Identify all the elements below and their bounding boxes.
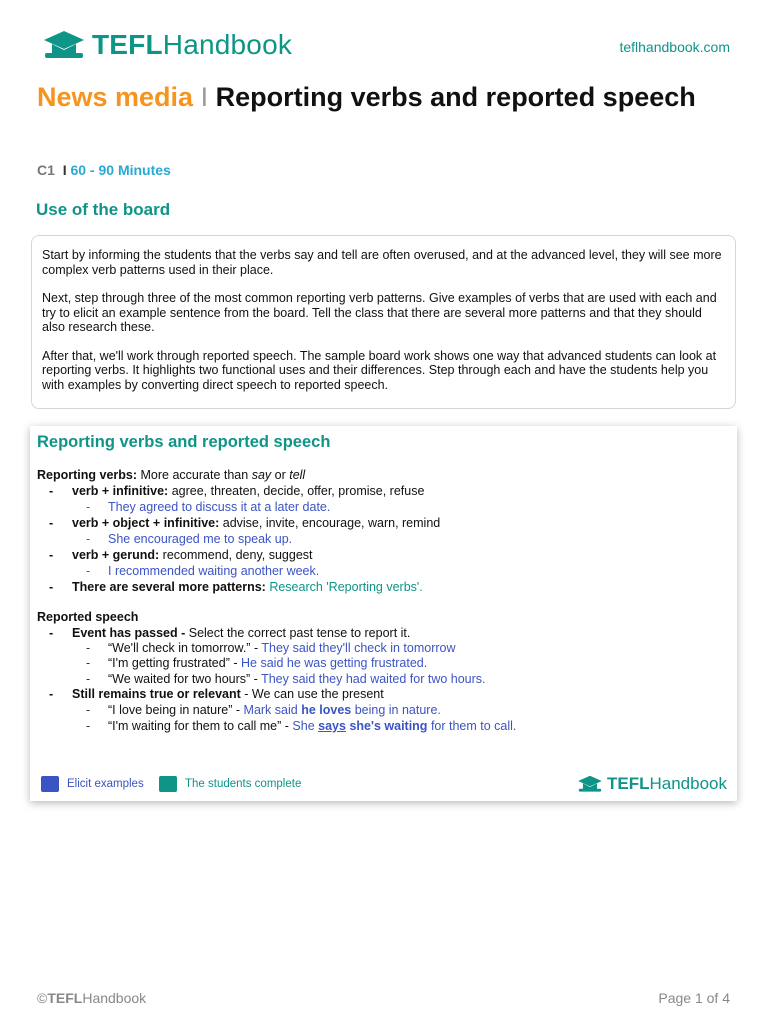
category-label: News media [37, 82, 194, 112]
duration-label: 60 - 90 Minutes [70, 162, 171, 178]
list-item: - “We'll check in tomorrow.” - They said they'll check in tomorrow [86, 641, 456, 655]
page-number: Page 1 of 4 [658, 990, 730, 1006]
sample-board [30, 426, 737, 801]
list-item: - “We waited for two hours” - They said they had waited for two hours. [86, 672, 486, 686]
legend-elicit: Elicit examples [41, 776, 144, 792]
list-item: - They agreed to discuss it at a later date. [86, 500, 331, 514]
board-title: Reporting verbs and reported speech [37, 433, 331, 451]
list-item: - I recommended waiting another week. [86, 564, 320, 578]
reporting-verbs-heading: Reporting verbs: More accurate than say or tell [37, 468, 306, 482]
site-url-link[interactable]: teflhandbook.com [619, 39, 730, 55]
lesson-meta [37, 162, 171, 178]
list-item: - Still remains true or relevant - We can use the present [49, 687, 384, 701]
logo-text: TEFLHandbook [92, 29, 293, 60]
list-item: - Event has passed - Select the correct past tense to report it. [49, 626, 411, 640]
list-item: - verb + object + infinitive: advise, invite, encourage, warn, remind [49, 516, 441, 530]
reported-speech-heading: Reported speech [37, 610, 139, 624]
intro-box [31, 235, 736, 409]
title-separator: I [200, 82, 209, 112]
board-logo: TEFLHandbook [577, 774, 727, 794]
level-badge: C1 [37, 162, 55, 178]
intro-paragraph: After that, we'll work through reported speech. The sample board work shows one way that advanced students can look at reporting verbs. It highlights two functional uses and their differences. Step through each and have the students help you with examples by converting direct speech to reported speech. [42, 348, 717, 392]
intro-paragraph: Next, step through three of the most common reporting verb patterns. Give examples of verbs that are used with each and try to elicit an example sentence from the board. Tell the class that there are several more patterns and that they should also research these. [42, 291, 717, 334]
page-title [37, 76, 737, 119]
list-item: - There are several more patterns: Research 'Reporting verbs'. [49, 580, 423, 594]
list-item: - verb + gerund: recommend, deny, suggest [49, 548, 313, 562]
intro-paragraph: Start by informing the students that the verbs say and tell are often overused, and at the advanced level, they will see more complex verb patterns used in their place. [42, 248, 722, 277]
graduation-cap-icon [577, 774, 603, 794]
list-item: - She encouraged me to speak up. [86, 532, 293, 546]
section-heading: Use of the board [36, 200, 171, 219]
legend-swatch-blue [41, 776, 59, 792]
list-item: - “I love being in nature” - Mark said he loves being in nature. [86, 703, 441, 717]
list-item: - “I'm waiting for them to call me” - She says she's waiting for them to call. [86, 719, 517, 733]
footer-copyright: ©TEFLHandbook [37, 990, 147, 1006]
legend-students: The students complete [159, 776, 301, 792]
meta-separator: I [62, 162, 67, 178]
lesson-title: Reporting verbs and reported speech [215, 82, 696, 112]
tefl-handbook-logo [42, 28, 292, 62]
list-item: - verb + infinitive: agree, threaten, decide, offer, promise, refuse [49, 484, 425, 498]
legend-swatch-teal [159, 776, 177, 792]
list-item: - “I'm getting frustrated” - He said he was getting frustrated. [86, 656, 428, 670]
graduation-cap-icon [42, 28, 86, 62]
